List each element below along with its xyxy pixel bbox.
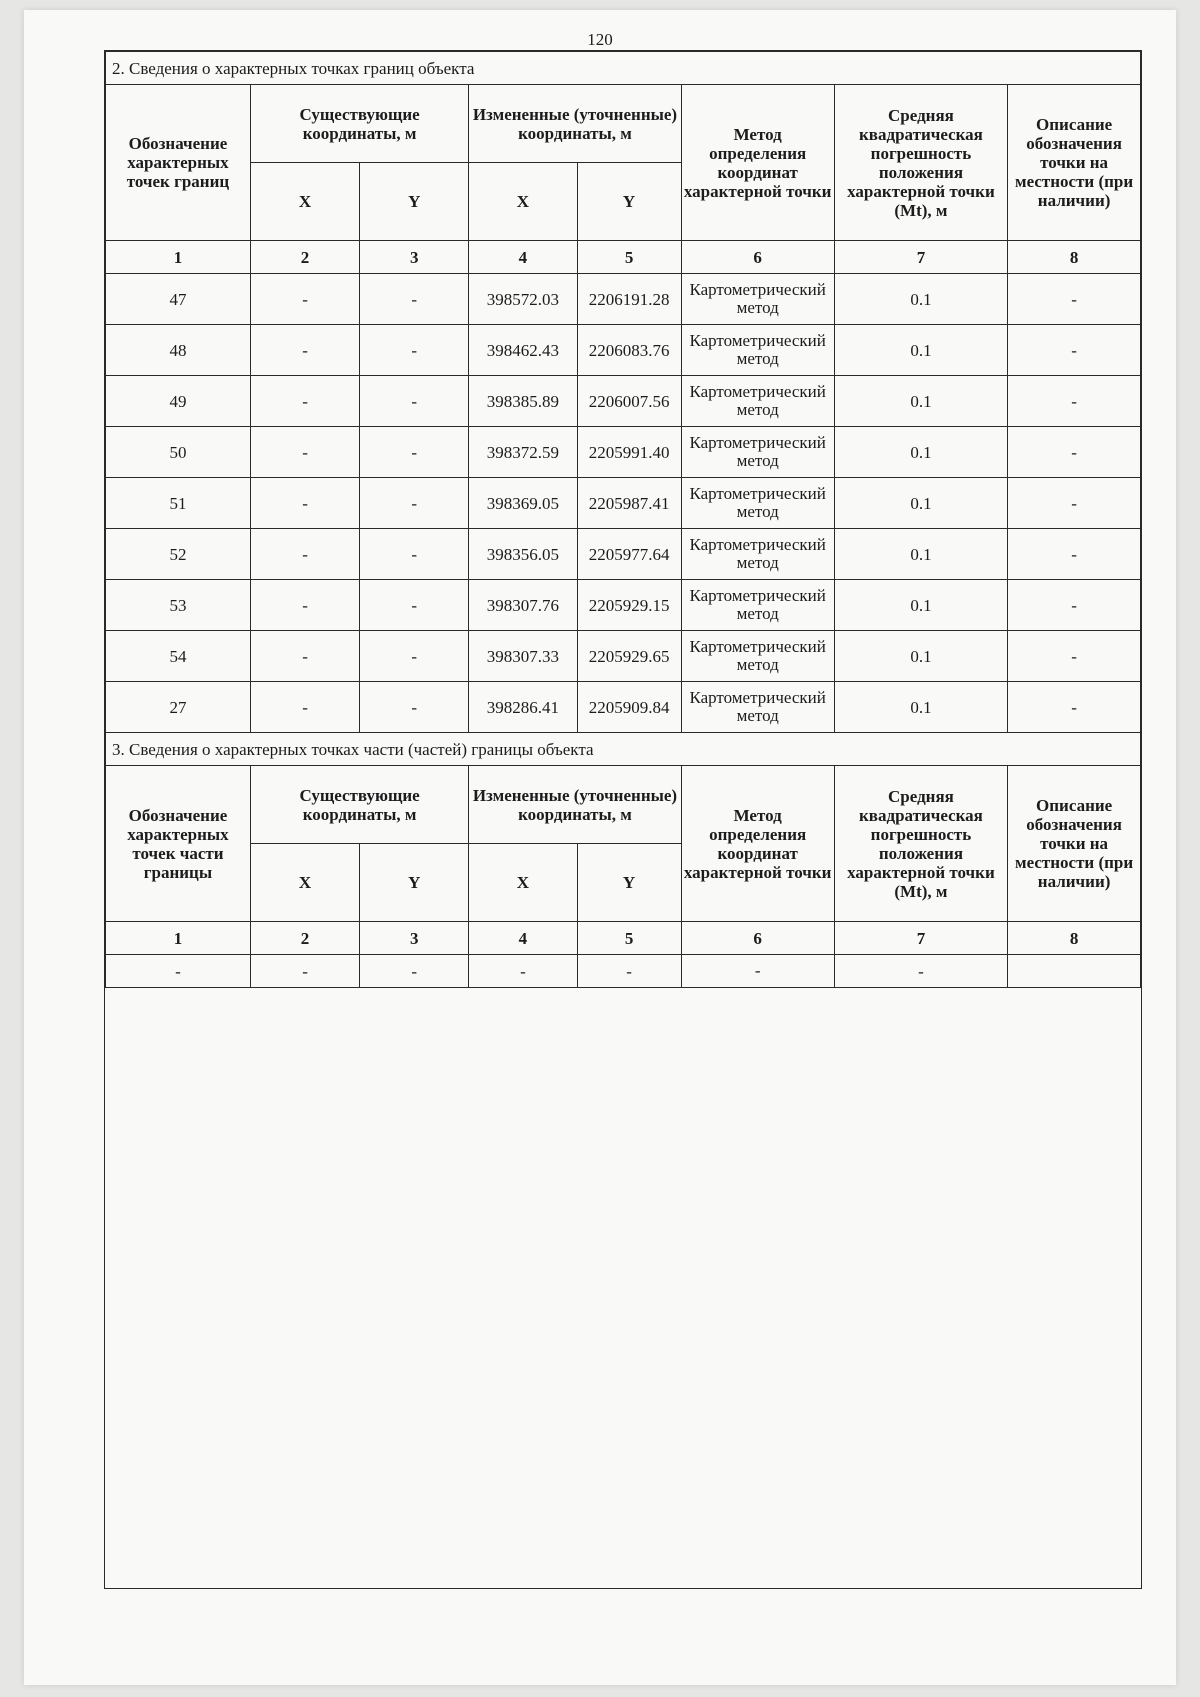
changed-x-cell: 398369.05 <box>469 478 577 529</box>
method-cell: Картометрический метод <box>681 274 834 325</box>
table-row <box>106 427 1141 478</box>
section2-header-description: Описание обозначения точки на местности (при наличии) <box>1008 85 1141 241</box>
point-cell: 52 <box>106 529 251 580</box>
section3-title-row <box>106 733 1141 766</box>
error-cell: 0.1 <box>834 325 1008 376</box>
changed-x-cell: 398462.43 <box>469 325 577 376</box>
existing-y-cell: - <box>360 631 469 682</box>
section3-header-changed-y: Y <box>577 844 681 922</box>
error-cell: 0.1 <box>834 274 1008 325</box>
section3-column-number: 2 <box>250 922 359 955</box>
table-row <box>106 682 1141 733</box>
section3-header-description: Описание обозначения точки на местности (при наличии) <box>1008 766 1141 922</box>
section3-header-error: Средняя квадратическая погрешность положения характерной точки (Mt), м <box>834 766 1008 922</box>
blank-area <box>106 988 1141 1587</box>
description-cell: - <box>1008 478 1141 529</box>
changed-x-cell: 398572.03 <box>469 274 577 325</box>
description-cell: - <box>1008 376 1141 427</box>
description-cell: - <box>1008 529 1141 580</box>
changed-x-cell: 398307.33 <box>469 631 577 682</box>
section2-title-row <box>106 52 1141 85</box>
section3-column-number: 7 <box>834 922 1008 955</box>
points-table-body <box>106 52 1141 1587</box>
method-cell: - <box>681 955 834 988</box>
description-cell: - <box>1008 274 1141 325</box>
changed-y-cell: 2205929.15 <box>577 580 681 631</box>
section3-header-changed-x: X <box>469 844 577 922</box>
changed-y-cell: 2205929.65 <box>577 631 681 682</box>
changed-y-cell: 2206191.28 <box>577 274 681 325</box>
existing-x-cell: - <box>250 529 359 580</box>
changed-y-cell: 2206083.76 <box>577 325 681 376</box>
section2-title: 2. Сведения о характерных точках границ объекта <box>106 52 1141 85</box>
changed-x-cell: 398385.89 <box>469 376 577 427</box>
section3-header-existing-x: X <box>250 844 359 922</box>
method-cell: Картометрический метод <box>681 325 834 376</box>
changed-x-cell: 398286.41 <box>469 682 577 733</box>
changed-x-cell: - <box>469 955 577 988</box>
section2-column-number: 5 <box>577 241 681 274</box>
section3-header-existing: Существующие координаты, м <box>250 766 468 844</box>
error-cell: 0.1 <box>834 478 1008 529</box>
description-cell: - <box>1008 580 1141 631</box>
changed-x-cell: 398356.05 <box>469 529 577 580</box>
section2-column-number: 1 <box>106 241 251 274</box>
section2-column-number: 4 <box>469 241 577 274</box>
section3-column-number: 6 <box>681 922 834 955</box>
existing-x-cell: - <box>250 478 359 529</box>
section2-column-number: 3 <box>360 241 469 274</box>
existing-y-cell: - <box>360 427 469 478</box>
existing-x-cell: - <box>250 580 359 631</box>
method-cell: Картометрический метод <box>681 478 834 529</box>
section2-column-number: 7 <box>834 241 1008 274</box>
table-row <box>106 631 1141 682</box>
changed-y-cell: 2206007.56 <box>577 376 681 427</box>
point-cell: 50 <box>106 427 251 478</box>
table-row <box>106 478 1141 529</box>
section2-header-existing-y: Y <box>360 163 469 241</box>
table-row <box>106 529 1141 580</box>
changed-y-cell: 2205909.84 <box>577 682 681 733</box>
section2-header-method: Метод определения координат характерной точки <box>681 85 834 241</box>
section2-header-designation: Обозначение характерных точек границ <box>106 85 251 241</box>
existing-x-cell: - <box>250 376 359 427</box>
method-cell: Картометрический метод <box>681 376 834 427</box>
point-cell: 54 <box>106 631 251 682</box>
description-cell: - <box>1008 427 1141 478</box>
changed-y-cell: 2205987.41 <box>577 478 681 529</box>
section2-header-changed-y: Y <box>577 163 681 241</box>
existing-y-cell: - <box>360 682 469 733</box>
changed-x-cell: 398307.76 <box>469 580 577 631</box>
section3-column-numbers-row <box>106 922 1141 955</box>
method-cell: Картометрический метод <box>681 580 834 631</box>
existing-y-cell: - <box>360 955 469 988</box>
existing-y-cell: - <box>360 376 469 427</box>
existing-y-cell: - <box>360 580 469 631</box>
method-cell: Картометрический метод <box>681 631 834 682</box>
section3-column-number: 8 <box>1008 922 1141 955</box>
section2-header-changed-x: X <box>469 163 577 241</box>
section2-header-existing-x: X <box>250 163 359 241</box>
changed-y-cell: 2205977.64 <box>577 529 681 580</box>
error-cell: 0.1 <box>834 427 1008 478</box>
existing-y-cell: - <box>360 478 469 529</box>
section3-header-designation: Обозначение характерных точек части границы <box>106 766 251 922</box>
existing-x-cell: - <box>250 682 359 733</box>
section2-header-error: Средняя квадратическая погрешность положения характерной точки (Mt), м <box>834 85 1008 241</box>
error-cell: 0.1 <box>834 631 1008 682</box>
existing-y-cell: - <box>360 274 469 325</box>
section2-column-numbers-row <box>106 241 1141 274</box>
existing-y-cell: - <box>360 529 469 580</box>
point-cell: 53 <box>106 580 251 631</box>
blank-area-row <box>106 988 1141 1587</box>
method-cell: Картометрический метод <box>681 682 834 733</box>
point-cell: 27 <box>106 682 251 733</box>
section2-column-number: 2 <box>250 241 359 274</box>
table-row <box>106 325 1141 376</box>
section3-column-number: 1 <box>106 922 251 955</box>
error-cell: - <box>834 955 1008 988</box>
section2-header-existing: Существующие координаты, м <box>250 85 468 163</box>
point-cell: 47 <box>106 274 251 325</box>
description-cell: - <box>1008 682 1141 733</box>
section3-header-changed: Измененные (уточненные) координаты, м <box>469 766 681 844</box>
changed-y-cell: 2205991.40 <box>577 427 681 478</box>
table-row <box>106 376 1141 427</box>
method-cell: Картометрический метод <box>681 529 834 580</box>
page-number: 120 <box>587 30 613 49</box>
point-cell: 49 <box>106 376 251 427</box>
table-row <box>106 955 1141 988</box>
section3-title: 3. Сведения о характерных точках части (частей) границы объекта <box>106 733 1141 766</box>
section3-header-row <box>106 766 1141 844</box>
existing-x-cell: - <box>250 955 359 988</box>
method-cell: Картометрический метод <box>681 427 834 478</box>
existing-x-cell: - <box>250 325 359 376</box>
error-cell: 0.1 <box>834 682 1008 733</box>
section2-header-changed: Измененные (уточненные) координаты, м <box>469 85 681 163</box>
table-row <box>106 580 1141 631</box>
section3-column-number: 4 <box>469 922 577 955</box>
section3-header-existing-y: Y <box>360 844 469 922</box>
section2-column-number: 8 <box>1008 241 1141 274</box>
point-cell: - <box>106 955 251 988</box>
description-cell <box>1008 955 1141 988</box>
existing-x-cell: - <box>250 631 359 682</box>
error-cell: 0.1 <box>834 580 1008 631</box>
section2-header-row <box>106 85 1141 163</box>
existing-x-cell: - <box>250 427 359 478</box>
error-cell: 0.1 <box>834 529 1008 580</box>
description-cell: - <box>1008 631 1141 682</box>
table-row <box>106 274 1141 325</box>
section2-column-number: 6 <box>681 241 834 274</box>
point-cell: 48 <box>106 325 251 376</box>
existing-x-cell: - <box>250 274 359 325</box>
document-frame <box>104 50 1142 1589</box>
error-cell: 0.1 <box>834 376 1008 427</box>
point-cell: 51 <box>106 478 251 529</box>
description-cell: - <box>1008 325 1141 376</box>
points-table <box>105 51 1141 1586</box>
section3-column-number: 3 <box>360 922 469 955</box>
existing-y-cell: - <box>360 325 469 376</box>
section3-header-method: Метод определения координат характерной точки <box>681 766 834 922</box>
changed-x-cell: 398372.59 <box>469 427 577 478</box>
changed-y-cell: - <box>577 955 681 988</box>
section3-column-number: 5 <box>577 922 681 955</box>
